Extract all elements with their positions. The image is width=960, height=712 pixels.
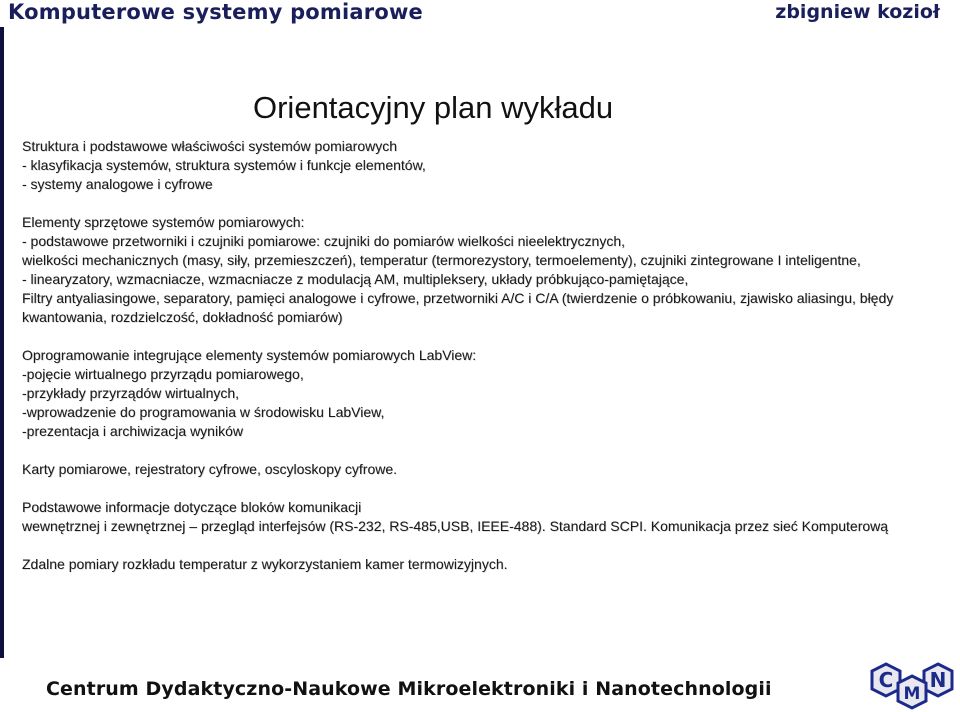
body-line: -prezentacja i archiwizacja wyników (22, 423, 243, 439)
body-line: Filtry antyaliasingowe, separatory, pamięci analogowe i cyfrowe, przetworniki A/C i C/A (twierdzenie o próbkowaniu, zjawisko aliasingu, błędy kwantowania, rozdzielczość, dokładność pomiarów) (22, 290, 894, 325)
body-line: - systemy analogowe i cyfrowe (22, 176, 213, 192)
body-line: wewnętrznej i zewnętrznej – przegląd interfejsów (RS-232, RS-485,USB, IEEE-488). Standard SCPI. Komunikacja przez sieć Komputerową (22, 518, 889, 534)
body-line: Struktura i podstawowe właściwości systemów pomiarowych (22, 138, 398, 154)
paragraph-thermography (22, 555, 912, 574)
body-line: wielkości mechanicznych (masy, siły, przemieszczeń), temperatur (termorezystory, termoelementy), czujniki zintegrowane I inteligentne, (22, 252, 861, 268)
slide-body (22, 137, 912, 574)
paragraph-software (22, 346, 912, 441)
paragraph-structure (22, 137, 912, 194)
body-line: - podstawowe przetworniki i czujniki pomiarowe: czujniki do pomiarów wielkości nieelektrycznych, (22, 233, 626, 249)
body-line: - linearyzatory, wzmacniacze, wzmacniacze z modulacją AM, multipleksery, układy próbkująco-pamiętające, (22, 271, 689, 287)
body-line: Zdalne pomiary rozkładu temperatur z wykorzystaniem kamer termowizyjnych. (22, 556, 508, 572)
header-author: zbigniew kozioł (775, 1, 940, 23)
cmn-logo (866, 660, 958, 710)
logo-letter-c: C (878, 668, 894, 692)
paragraph-cards (22, 460, 912, 479)
slide-title: Orientacyjny plan wykładu (253, 90, 614, 125)
body-line: Podstawowe informacje dotyczące bloków komunikacji (22, 499, 362, 515)
body-line: - klasyfikacja systemów, struktura systemów i funkcje elementów, (22, 157, 426, 173)
body-line: Elementy sprzętowe systemów pomiarowych: (22, 214, 305, 230)
body-line: Oprogramowanie integrujące elementy systemów pomiarowych LabView: (22, 347, 477, 363)
paragraph-communication (22, 498, 912, 536)
header-bar (0, 0, 960, 27)
body-line: -przykłady przyrządów wirtualnych, (22, 385, 240, 401)
body-line: Karty pomiarowe, rejestratory cyfrowe, oscyloskopy cyfrowe. (22, 461, 398, 477)
paragraph-hardware (22, 213, 912, 327)
logo-letter-m: M (903, 684, 921, 704)
body-line: -wprowadzenie do programowania w środowisku LabView, (22, 404, 385, 420)
footer-text: Centrum Dydaktyczno-Naukowe Mikroelektroniki i Nanotechnologii (46, 678, 772, 700)
logo-letter-n: N (929, 668, 947, 692)
header-title: Komputerowe systemy pomiarowe (8, 0, 424, 24)
body-line: -pojęcie wirtualnego przyrządu pomiarowego, (22, 366, 304, 382)
